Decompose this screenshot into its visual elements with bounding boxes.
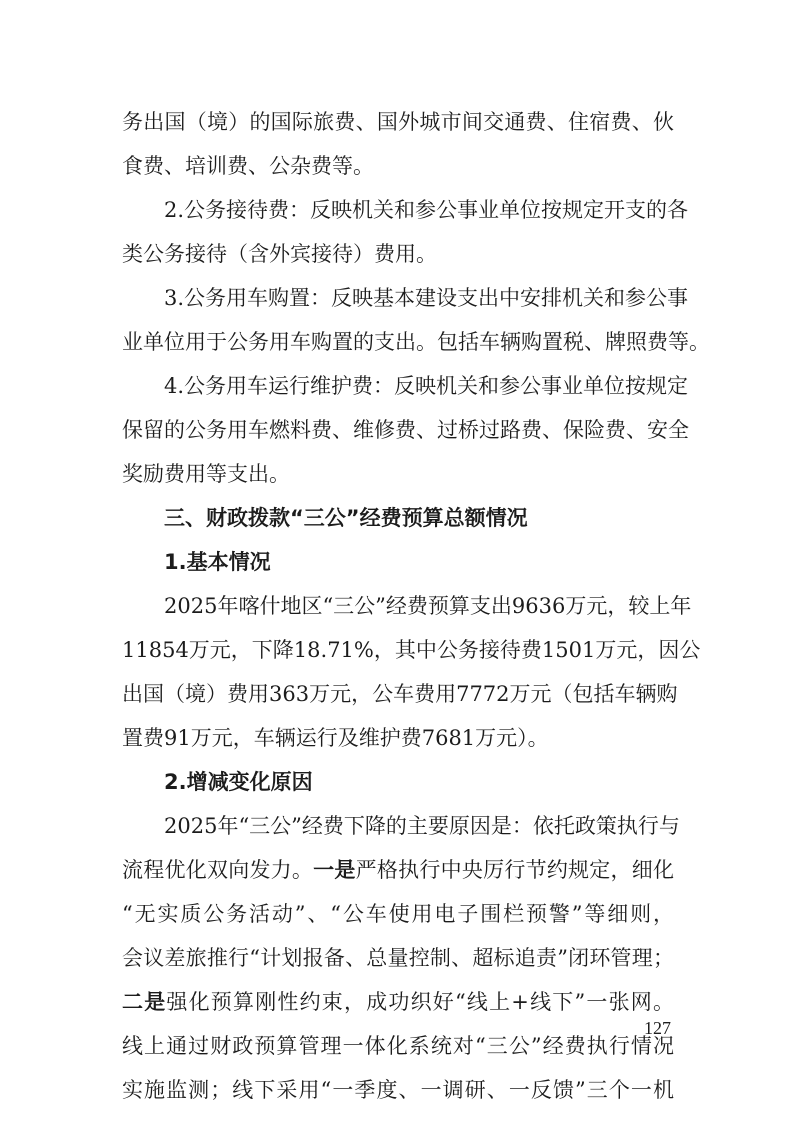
text-line: 保留的公务用车燃料费、维修费、过桥过路费、保险费、安全 bbox=[122, 418, 689, 442]
document-body bbox=[122, 100, 710, 1112]
text-line: 4.公务用车运行维护费：反映机关和参公事业单位按规定 bbox=[164, 374, 689, 398]
text-line: 出国（境）费用363万元，公车费用7772万元（包括车辆购 bbox=[122, 682, 678, 706]
text-line: 线上通过财政预算管理一体化系统对“三公”经费执行情况 bbox=[122, 1034, 674, 1058]
text-line: 务出国（境）的国际旅费、国外城市间交通费、住宿费、伙 bbox=[122, 110, 674, 134]
text-line: 业单位用于公务用车购置的支出。包括车辆购置税、牌照费等。 bbox=[122, 330, 710, 354]
text-line: 2025年喀什地区“三公”经费预算支出9636万元，较上年 bbox=[164, 594, 692, 618]
text-line bbox=[122, 848, 674, 892]
text-line: 奖励费用等支出。 bbox=[122, 462, 290, 486]
text-line: “无实质公务活动”、“公车使用电子围栏预警”等细则， bbox=[122, 902, 674, 926]
emphasis-text: 一是 bbox=[313, 858, 356, 882]
page-number: 127 bbox=[644, 1018, 671, 1038]
text-segment: 强化预算刚性约束，成功织好“线上+线下”一张网。 bbox=[166, 990, 674, 1014]
emphasis-text: 二是 bbox=[122, 990, 167, 1014]
text-line: 会议差旅推行“计划报备、总量控制、超标追责”闭环管理； bbox=[122, 946, 674, 970]
text-line: 食费、培训费、公杂费等。 bbox=[122, 154, 374, 178]
text-line bbox=[122, 980, 674, 1024]
text-line: 置费91万元，车辆运行及维护费7681万元）。 bbox=[122, 726, 549, 750]
text-segment: 流程优化双向发力。 bbox=[122, 858, 314, 882]
subsection-heading: 2.增减变化原因 bbox=[164, 770, 313, 794]
subsection-heading: 1.基本情况 bbox=[164, 550, 271, 574]
text-line: 3.公务用车购置：反映基本建设支出中安排机关和参公事 bbox=[164, 286, 689, 310]
text-line: 11854万元，下降18.71%，其中公务接待费1501万元，因公 bbox=[122, 638, 701, 662]
section-heading: 三、财政拨款“三公”经费预算总额情况 bbox=[164, 506, 528, 530]
text-line: 类公务接待（含外宾接待）费用。 bbox=[122, 242, 437, 266]
text-segment: 严格执行中央厉行节约规定，细化 bbox=[355, 858, 675, 882]
text-line: 2.公务接待费：反映机关和参公事业单位按规定开支的各 bbox=[164, 198, 689, 222]
text-line: 实施监测；线下采用“一季度、一调研、一反馈”三个一机 bbox=[122, 1078, 674, 1102]
text-line: 2025年“三公”经费下降的主要原因是：依托政策执行与 bbox=[164, 814, 680, 838]
